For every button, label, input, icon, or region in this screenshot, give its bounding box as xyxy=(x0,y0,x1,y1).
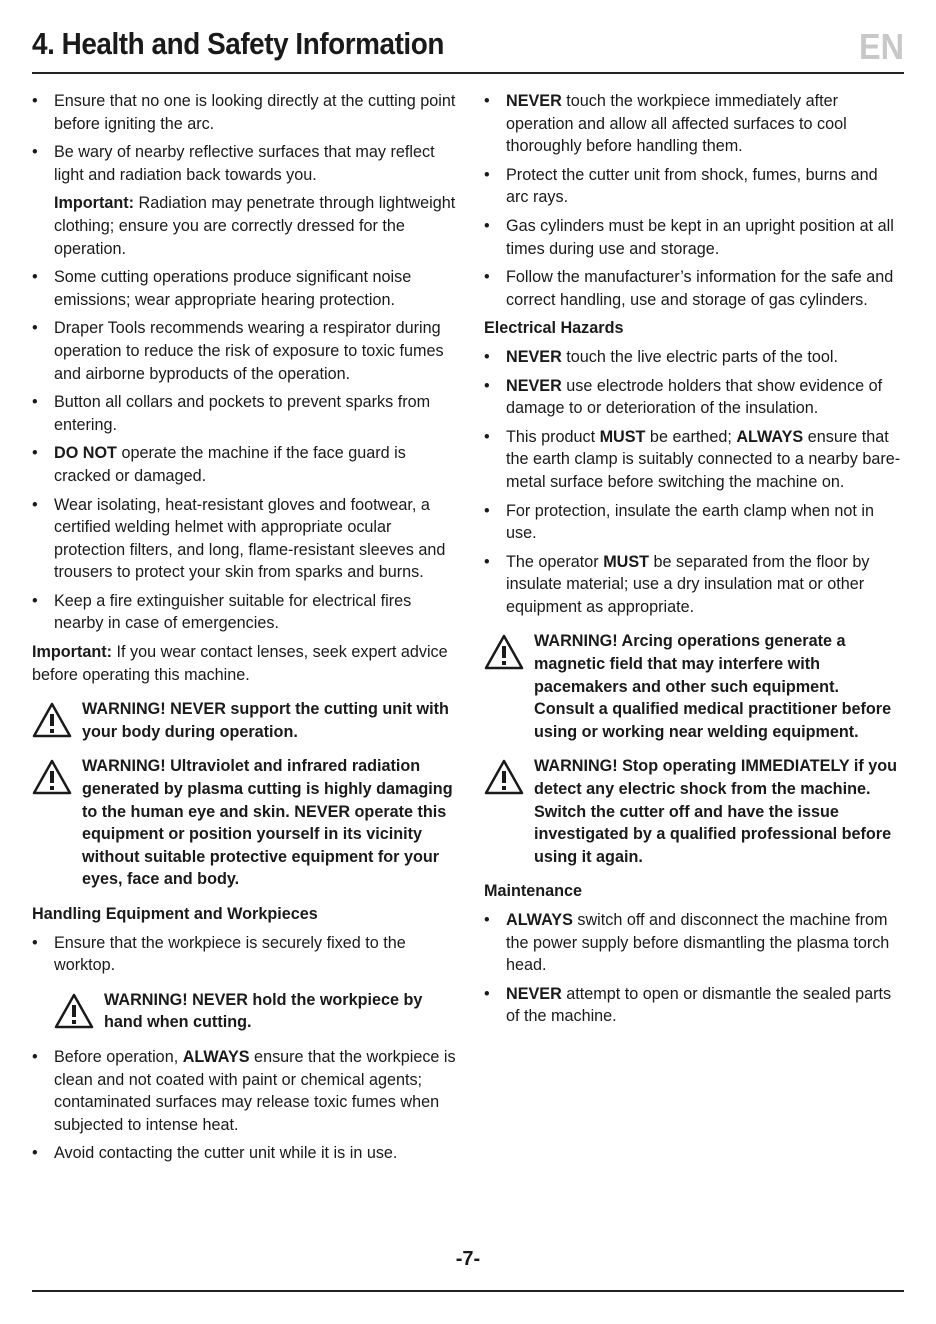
left-column xyxy=(32,90,456,1171)
list-item: • NEVER attempt to open or dismantle the sealed parts of the machine. xyxy=(484,983,902,1028)
warning-triangle-icon xyxy=(32,759,72,795)
important-note: Important: Radiation may penetrate through lightweight clothing; ensure you are correctly dressed for the operation. xyxy=(54,194,456,258)
list-item: • Ensure that the workpiece is securely fixed to the worktop. xyxy=(32,932,456,977)
warning-block: WARNING! NEVER support the cutting unit with your body during operation. xyxy=(32,698,456,743)
warning-triangle-icon xyxy=(484,759,524,795)
list-item: • The operator MUST be separated from the floor by insulate material; use a dry insulation mat or other equipment as appropriate. xyxy=(484,551,902,619)
right-column xyxy=(484,90,902,1034)
list-item: • This product MUST be earthed; ALWAYS ensure that the earth clamp is suitably connected to a nearby bare-metal surface before switching the machine on. xyxy=(484,426,902,494)
warning-triangle-icon xyxy=(54,993,94,1029)
bullet-list xyxy=(32,266,456,635)
bullet-list xyxy=(484,909,902,1028)
list-item: • DO NOT operate the machine if the face guard is cracked or damaged. xyxy=(32,442,456,487)
page-footer xyxy=(32,1244,904,1292)
page-header xyxy=(32,22,904,74)
list-item: • Button all collars and pockets to prevent sparks from entering. xyxy=(32,391,456,436)
list-item: • NEVER touch the live electric parts of the tool. xyxy=(484,346,902,369)
warning-triangle-icon xyxy=(484,634,524,670)
warning-block: WARNING! NEVER hold the workpiece by hand when cutting. xyxy=(54,989,456,1034)
list-item: • Protect the cutter unit from shock, fumes, burns and arc rays. xyxy=(484,164,902,209)
bullet-list xyxy=(484,346,902,619)
list-item: • ALWAYS switch off and disconnect the machine from the power supply before dismantling the plasma torch head. xyxy=(484,909,902,977)
list-item: • Before operation, ALWAYS ensure that the workpiece is clean and not coated with paint or chemical agents; contaminated surfaces may release toxic fumes when subjected to intense heat. xyxy=(32,1046,456,1136)
list-item: • Draper Tools recommends wearing a respirator during operation to reduce the risk of exposure to toxic fumes and airborne byproducts of the operation. xyxy=(32,317,456,385)
list-item: • Be wary of nearby reflective surfaces that may reflect light and radiation back towards you. xyxy=(32,141,456,186)
list-item: • NEVER use electrode holders that show evidence of damage to or deterioration of the insulation. xyxy=(484,375,902,420)
page-number: -7- xyxy=(455,1248,481,1270)
warning-block: WARNING! Ultraviolet and infrared radiation generated by plasma cutting is highly damaging to the human eye and skin. NEVER operate this equipment or position yourself in its vicinity without suitable protective equipment for your eyes, face and body. xyxy=(32,755,456,891)
warning-block: WARNING! Stop operating IMMEDIATELY if you detect any electric shock from the machine. Switch the cutter off and have the issue investigated by a qualified professional before using it again. xyxy=(484,755,902,868)
list-item: • Ensure that no one is looking directly at the cutting point before igniting the arc. xyxy=(32,90,456,135)
list-item: • Wear isolating, heat-resistant gloves and footwear, a certified welding helmet with appropriate ocular protection filters, and long, flame-resistant sleeves and trousers to protect your skin from sparks and burns. xyxy=(32,494,456,584)
section-heading: Maintenance xyxy=(484,882,583,901)
list-item: • Follow the manufacturer’s information for the safe and correct handling, use and storage of gas cylinders. xyxy=(484,266,902,311)
bullet-list xyxy=(32,932,456,977)
language-badge: EN xyxy=(858,26,904,67)
warning-triangle-icon xyxy=(32,702,72,738)
list-item: • Gas cylinders must be kept in an upright position at all times during use and storage. xyxy=(484,215,902,260)
list-item: • Avoid contacting the cutter unit while it is in use. xyxy=(32,1142,456,1165)
list-item: • NEVER touch the workpiece immediately after operation and allow all affected surfaces to cool thoroughly before handling them. xyxy=(484,90,902,158)
bullet-list xyxy=(32,90,456,186)
section-heading: Handling Equipment and Workpieces xyxy=(32,905,318,923)
important-note: Important: If you wear contact lenses, seek expert advice before operating this machine. xyxy=(32,643,448,684)
page-title: 4. Health and Safety Information xyxy=(32,26,444,61)
bullet-list xyxy=(32,1046,456,1165)
list-item: • For protection, insulate the earth clamp when not in use. xyxy=(484,500,902,545)
list-item: • Keep a fire extinguisher suitable for electrical fires nearby in case of emergencies. xyxy=(32,590,456,635)
warning-block: WARNING! Arcing operations generate a magnetic field that may interfere with pacemakers and other such equipment. Consult a qualified medical practitioner before using or working near welding equipment. xyxy=(484,630,902,743)
section-heading: Electrical Hazards xyxy=(484,319,624,338)
bullet-list xyxy=(484,90,902,311)
list-item: • Some cutting operations produce significant noise emissions; wear appropriate hearing protection. xyxy=(32,266,456,311)
